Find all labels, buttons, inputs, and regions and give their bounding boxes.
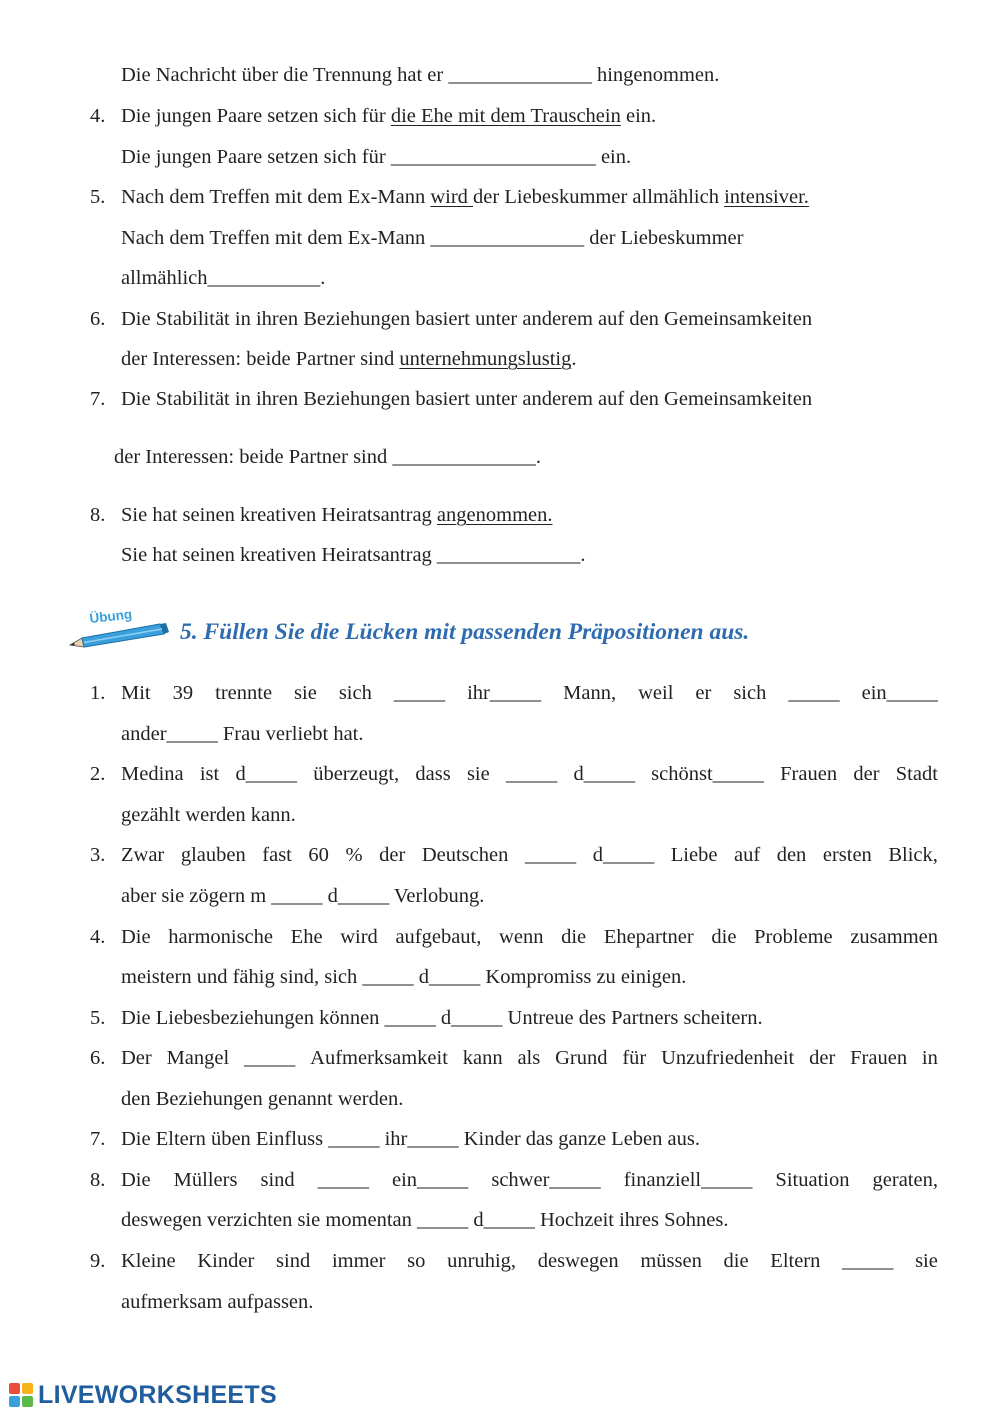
word: trennte (215, 682, 273, 704)
word: Stadt (895, 763, 938, 785)
word: Die (121, 926, 151, 948)
task-5: Die Liebesbeziehungen können _____ d_____ Untreue des Partners scheitern. (121, 1007, 763, 1029)
word: Frauen (850, 1047, 908, 1069)
word: _____ (244, 1047, 296, 1069)
sentence-6-line2 (121, 346, 576, 372)
word: Kleine (121, 1250, 176, 1272)
word: müssen (640, 1250, 702, 1272)
word: d_____ (592, 844, 655, 866)
word: auf (733, 844, 761, 866)
word: _____ (524, 844, 577, 866)
word: finanziell_____ (623, 1169, 753, 1191)
word: Blick, (888, 844, 938, 866)
word: die (711, 926, 737, 948)
item-number-3: 3. (90, 844, 106, 866)
liveworksheets-logo (8, 1380, 277, 1410)
word: ein_____ (392, 1169, 469, 1191)
word: der (379, 844, 406, 866)
word: _____ (393, 682, 446, 704)
word: wird (340, 926, 378, 948)
word: _____ (317, 1169, 369, 1191)
word: Liebe (670, 844, 718, 866)
sentence-7-answer: der Interessen: beide Partner sind ______________. (114, 446, 541, 468)
word: kann (462, 1047, 503, 1069)
word: Ehepartner (603, 926, 694, 948)
word: zusammen (850, 926, 938, 948)
text: Sie hat seinen kreativen Heiratsantrag (121, 504, 437, 526)
word: Frauen (780, 763, 838, 785)
word: Mann, (563, 682, 617, 704)
word: _____ (842, 1250, 894, 1272)
word: ist (199, 763, 220, 785)
word: der (853, 763, 880, 785)
item-number-2: 2. (90, 763, 106, 785)
word: weil (638, 682, 674, 704)
word: wenn (499, 926, 544, 948)
word: fast (262, 844, 292, 866)
word: ersten (822, 844, 872, 866)
word: in (921, 1047, 938, 1069)
underlined-word: intensiver. (724, 186, 809, 208)
word: sind (260, 1169, 295, 1191)
task-3-line1 (121, 842, 938, 868)
item-number-8: 8. (90, 504, 106, 526)
word: Ehe (290, 926, 323, 948)
word: Probleme (754, 926, 833, 948)
word: _____ (505, 763, 558, 785)
sentence-4-original (121, 103, 656, 129)
item-number-4: 4. (90, 926, 106, 948)
word: als (517, 1047, 541, 1069)
logo-blocks-icon (8, 1382, 34, 1408)
word: der (809, 1047, 836, 1069)
task-6-line1 (121, 1045, 938, 1071)
word: schwer_____ (491, 1169, 601, 1191)
sentence-8-answer: Sie hat seinen kreativen Heiratsantrag ______________. (121, 544, 586, 566)
ubung-badge: Übung (88, 607, 133, 626)
task-7: Die Eltern üben Einfluss _____ ihr_____ Kinder das ganze Leben aus. (121, 1128, 700, 1150)
task-4-line2: meistern und fähig sind, sich _____ d_____ Kompromiss zu einigen. (121, 966, 687, 988)
word: Situation (775, 1169, 850, 1191)
text: . (571, 348, 577, 370)
text: Die jungen Paare setzen sich für (121, 105, 391, 127)
task-3-line2: aber sie zögern m _____ d_____ Verlobung. (121, 885, 485, 907)
task-8-line1 (121, 1167, 938, 1193)
word: Zwar (121, 844, 165, 866)
sentence-8-original (121, 502, 553, 528)
item-number-8: 8. (90, 1169, 106, 1191)
task-1-line1 (121, 680, 938, 706)
word: unruhig, (447, 1250, 517, 1272)
task-4-line1 (121, 924, 938, 950)
word: sich (338, 682, 372, 704)
logo-text: LIVEWORKSHEETS (38, 1380, 277, 1409)
word: den (776, 844, 807, 866)
word: Medina (121, 763, 184, 785)
sentence-3-answer: Die Nachricht über die Trennung hat er ______________ hingenommen. (121, 64, 720, 86)
word: er (695, 682, 712, 704)
item-number-4: 4. (90, 105, 106, 127)
exercise-title: 5. Füllen Sie die Lücken mit passenden Präpositionen aus. (180, 619, 750, 645)
item-number-5: 5. (90, 186, 106, 208)
task-9-line1 (121, 1248, 938, 1274)
word: 60 (308, 844, 329, 866)
word: d_____ (235, 763, 297, 785)
word: geraten, (872, 1169, 938, 1191)
word: Eltern (770, 1250, 821, 1272)
word: sie (466, 763, 490, 785)
word: die (561, 926, 587, 948)
text: der Liebeskummer allmählich (473, 186, 725, 208)
word: die (723, 1250, 749, 1272)
sentence-7-line1: Die Stabilität in ihren Beziehungen basiert unter anderem auf den Gemeinsamkeiten (121, 388, 813, 410)
item-number-9: 9. (90, 1250, 106, 1272)
word: Aufmerksamkeit (310, 1047, 448, 1069)
task-2-line2: gezählt werden kann. (121, 804, 296, 826)
text: der Interessen: beide Partner sind (121, 348, 400, 370)
text: Nach dem Treffen mit dem Ex-Mann (121, 186, 431, 208)
task-9-line2: aufmerksam aufpassen. (121, 1291, 314, 1313)
task-2-line1 (121, 761, 938, 787)
word: für (622, 1047, 647, 1069)
word: aufgebaut, (395, 926, 482, 948)
word: ein_____ (861, 682, 938, 704)
item-number-7: 7. (90, 388, 106, 410)
word: Die (121, 1169, 151, 1191)
word: sind (276, 1250, 311, 1272)
word: dass (415, 763, 451, 785)
item-number-5: 5. (90, 1007, 106, 1029)
word: Der (121, 1047, 152, 1069)
sentence-6-line1: Die Stabilität in ihren Beziehungen basiert unter anderem auf den Gemeinsamkeiten (121, 308, 813, 330)
word: d_____ (573, 763, 635, 785)
word: harmonische (168, 926, 274, 948)
task-1-line2: ander_____ Frau verliebt hat. (121, 723, 364, 745)
item-number-7: 7. (90, 1128, 106, 1150)
word: deswegen (537, 1250, 619, 1272)
task-6-line2: den Beziehungen genannt werden. (121, 1088, 404, 1110)
sentence-5-answer-cont: allmählich___________. (121, 267, 326, 289)
word: sie (915, 1250, 938, 1272)
pencil-icon (68, 607, 172, 653)
word: _____ (788, 682, 840, 704)
word: so (407, 1250, 426, 1272)
underlined-word: wird (430, 186, 474, 208)
task-8-line2: deswegen verzichten sie momentan _____ d_____ Hochzeit ihres Sohnes. (121, 1209, 729, 1231)
sentence-5-answer: Nach dem Treffen mit dem Ex-Mann _______________ der Liebeskummer (121, 227, 744, 249)
word: glauben (180, 844, 246, 866)
word: Kinder (197, 1250, 255, 1272)
word: Mit (121, 682, 151, 704)
word: % (345, 844, 363, 866)
underlined-phrase: die Ehe mit dem Trauschein (390, 105, 621, 127)
word: sich (733, 682, 767, 704)
sentence-4-answer: Die jungen Paare setzen sich für ____________________ ein. (121, 146, 632, 168)
word: überzeugt, (313, 763, 400, 785)
word: Unzufriedenheit (661, 1047, 795, 1069)
text: ein. (620, 105, 657, 127)
sentence-5-original (121, 184, 809, 210)
word: Deutschen (421, 844, 509, 866)
word: immer (331, 1250, 386, 1272)
word: Müllers (173, 1169, 238, 1191)
underlined-word: unternehmungslustig (399, 348, 572, 370)
word: Grund (555, 1047, 608, 1069)
word: schönst_____ (651, 763, 764, 785)
underlined-word: angenommen. (436, 504, 553, 526)
item-number-6: 6. (90, 1047, 106, 1069)
word: Mangel (166, 1047, 230, 1069)
word: sie (294, 682, 317, 704)
item-number-1: 1. (90, 682, 106, 704)
word: 39 (172, 682, 194, 704)
item-number-6: 6. (90, 308, 106, 330)
word: ihr_____ (467, 682, 542, 704)
